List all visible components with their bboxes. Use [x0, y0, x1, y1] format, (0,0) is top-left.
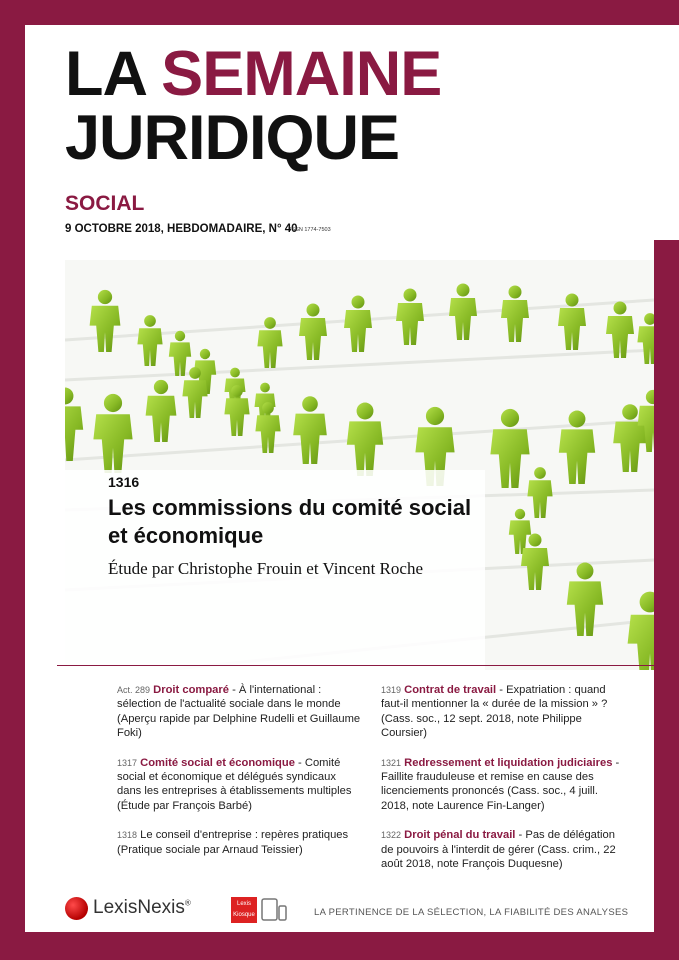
- teaser-number: 1318: [117, 830, 138, 841]
- cover-illustration: [65, 260, 654, 670]
- teaser-number: 1321: [381, 757, 402, 768]
- teaser-item[interactable]: [381, 828, 626, 871]
- divider: [57, 665, 654, 666]
- teaser-text: Le conseil d'entreprise : repères pratiques (Pratique sociale par Arnaud Teissier): [117, 829, 349, 856]
- teaser-number: 1317: [117, 757, 138, 768]
- footer: [25, 878, 654, 932]
- lexisnexis-logo-icon: [65, 897, 88, 920]
- publisher-logo: [93, 897, 191, 919]
- teaser-item[interactable]: [117, 828, 362, 857]
- feature-title: Les commissions du comité social et économique: [108, 495, 472, 548]
- devices-icon: [261, 898, 287, 922]
- teaser-text: - À l'international : sélection de l'actualité sociale dans le monde (Aperçu rapide par Delphine Rudelli et Guillaume Foki): [117, 684, 361, 740]
- teaser-text: - Expatriation : quand faut-il mentionner la « durée de la mission » ? (Cass. soc., 12 sept. 2018, note Philippe Coursier): [381, 684, 608, 740]
- teaser-number: Act. 289: [117, 685, 151, 695]
- teaser-topic: Droit pénal du travail: [404, 829, 516, 842]
- teaser-text: - Pas de délégation de pouvoirs à l'interdit de gérer (Cass. crim., 22 août 2018, note François Duquesne): [381, 829, 616, 871]
- masthead-line-1: [65, 39, 442, 109]
- teaser-topic: Contrat de travail: [404, 684, 497, 696]
- feature-number: 1316: [108, 474, 140, 490]
- teaser-number: 1322: [381, 830, 402, 841]
- teaser-column-right: [381, 683, 626, 886]
- kiosque-bottom: Kiosque: [233, 912, 255, 918]
- masthead-la: LA: [65, 39, 145, 109]
- teaser-topic: Comité social et économique: [140, 756, 295, 769]
- teaser-item[interactable]: [381, 683, 626, 741]
- section-title: SOCIAL: [65, 192, 145, 215]
- tagline: LA PERTINENCE DE LA SÉLECTION, LA FIABILITÉ DES ANALYSES: [314, 907, 629, 918]
- teaser-topic: Redressement et liquidation judiciaires: [404, 756, 613, 769]
- feature-byline: Étude par Christophe Frouin et Vincent Roche: [108, 559, 423, 578]
- kiosque-badge: [231, 897, 257, 923]
- teaser-text: - Comité social et économique et délégués syndicaux dans les entreprises à établissements multiples (Étude par François Barbé): [117, 756, 352, 812]
- teaser-column-left: [117, 683, 362, 872]
- dateline: 9 OCTOBRE 2018, HEBDOMADAIRE, N° 40: [65, 223, 298, 235]
- teaser-item[interactable]: [117, 683, 362, 741]
- teaser-text: - Faillite frauduleuse et remise en cause des licenciements prononcés (Cass. soc., 4 juill. 2018, note Laurence Fin-Langer): [381, 756, 620, 812]
- issn: ISSN 1774-7503: [290, 227, 331, 233]
- teaser-number: 1319: [381, 685, 402, 695]
- cover-page: [25, 25, 654, 932]
- page-edge: [654, 25, 679, 240]
- kiosque-top: Lexis: [236, 901, 251, 907]
- publisher-name: LexisNexis: [93, 897, 185, 918]
- teaser-topic: Droit comparé: [153, 684, 229, 696]
- publisher-mark: ®: [184, 898, 191, 908]
- teaser-item[interactable]: [381, 756, 626, 814]
- masthead-juridique: JURIDIQUE: [65, 103, 400, 173]
- masthead-semaine: SEMAINE: [161, 39, 442, 109]
- teaser-item[interactable]: [117, 756, 362, 814]
